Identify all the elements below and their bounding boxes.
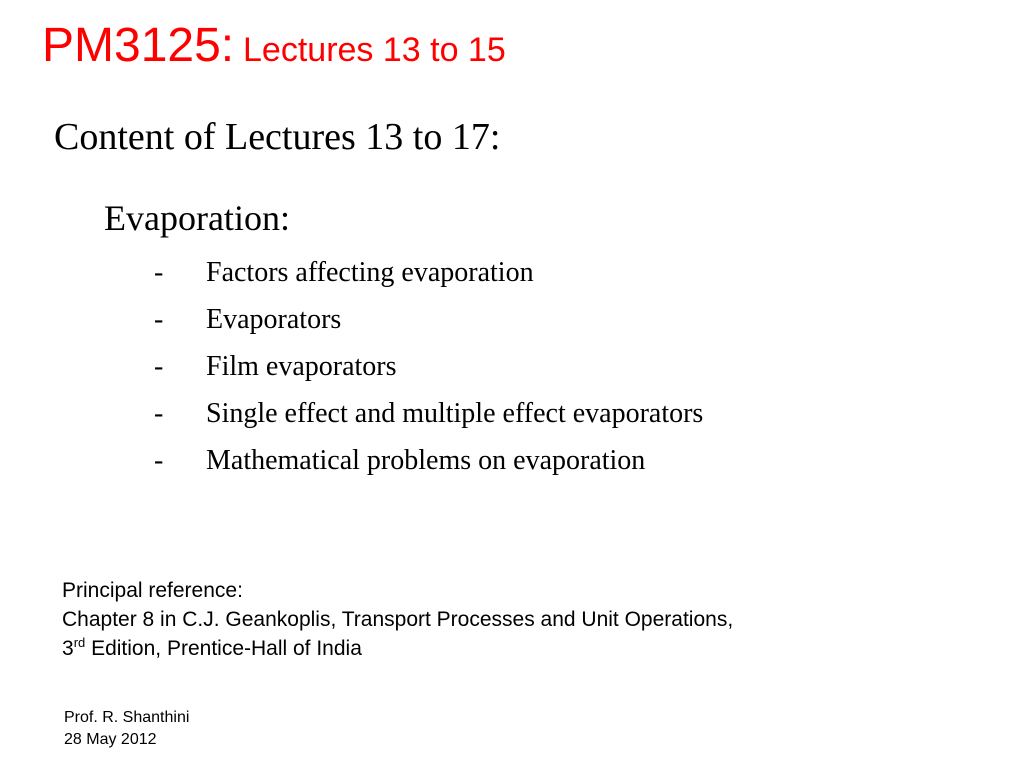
list-item: [154, 397, 703, 444]
list-item: [154, 350, 703, 397]
edition-number: 3: [62, 637, 74, 660]
list-item-text: Film evaporators: [206, 351, 397, 382]
slide-title: [42, 19, 506, 72]
list-item: [154, 256, 703, 303]
course-code: PM3125:: [42, 19, 235, 72]
topic-list: [154, 256, 703, 491]
edition-text: Edition, Prentice-Hall of India: [85, 637, 362, 660]
principal-reference: [62, 576, 962, 663]
list-item-text: Mathematical problems on evaporation: [206, 445, 646, 476]
bullet-dash: -: [154, 304, 164, 335]
edition-suffix: rd: [73, 635, 86, 650]
topic-heading: Evaporation:: [104, 198, 290, 238]
list-item: [154, 444, 703, 491]
reference-edition: [62, 634, 962, 663]
content-heading: Content of Lectures 13 to 17:: [54, 116, 501, 158]
footer: [64, 707, 189, 751]
slide-date: 28 May 2012: [64, 731, 157, 748]
list-item-text: Single effect and multiple effect evaporators: [206, 398, 704, 429]
lecture-range: Lectures 13 to 15: [243, 31, 506, 69]
list-item-text: Evaporators: [206, 304, 342, 335]
list-item-text: Factors affecting evaporation: [206, 257, 534, 288]
reference-label: Principal reference:: [62, 579, 243, 602]
author-name: Prof. R. Shanthini: [64, 709, 190, 726]
bullet-dash: -: [154, 257, 164, 288]
bullet-dash: -: [154, 351, 164, 382]
bullet-dash: -: [154, 445, 164, 476]
list-item: [154, 303, 703, 350]
bullet-dash: -: [154, 398, 164, 429]
reference-line: Chapter 8 in C.J. Geankoplis, Transport Processes and Unit Operations,: [62, 608, 734, 631]
